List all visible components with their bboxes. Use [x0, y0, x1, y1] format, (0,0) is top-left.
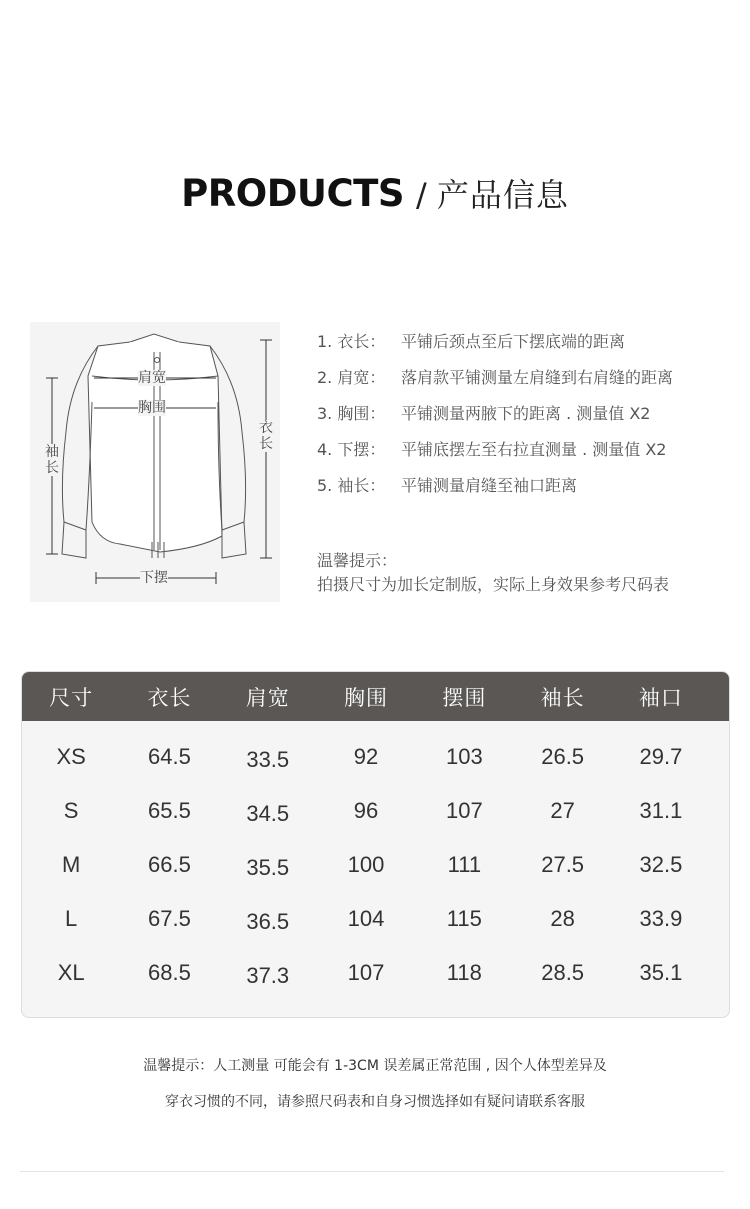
instruction-label: 5. 袖长： [317, 476, 386, 495]
title-separator: / [416, 176, 427, 214]
cell-size: S [63, 798, 79, 823]
footer-note-line-2: 穿衣习惯的不同，请参照尺码表和自身习惯选择如有疑问请联系客服 [165, 1094, 585, 1110]
cell-sleeve: 28 [550, 906, 575, 931]
instruction-label: 1. 衣长： [317, 332, 386, 351]
cell-chest: 107 [347, 960, 385, 985]
diagram-label-length [258, 420, 274, 452]
size-table [21, 671, 730, 1018]
cell-shoulder: 34.5 [246, 801, 290, 826]
measurement-instructions [317, 330, 737, 510]
header-cell: 袖口 [638, 685, 683, 710]
cell-cuff: 35.1 [639, 960, 683, 985]
cell-length: 68.5 [148, 960, 191, 985]
size-table-header [22, 672, 729, 721]
page-title [0, 170, 750, 216]
header-cell: 肩宽 [245, 685, 290, 710]
cell-length: 66.5 [148, 852, 191, 877]
header-cell: 胸围 [344, 685, 389, 710]
cell-hem: 107 [445, 798, 483, 823]
instruction-label: 4. 下摆： [317, 440, 386, 459]
diagram-label-shoulder: 肩宽 [138, 370, 166, 386]
cell-shoulder: 33.5 [246, 747, 290, 772]
cell-shoulder: 35.5 [246, 855, 290, 880]
cell-chest: 96 [353, 798, 379, 823]
cell-size: L [65, 906, 78, 931]
tip-text: 拍摄尺寸为加长定制版，实际上身效果参考尺码表 [317, 575, 670, 594]
length-char-2: 长 [259, 436, 273, 452]
table-row [22, 892, 729, 946]
cell-length: 65.5 [148, 798, 191, 823]
cell-size: XS [56, 744, 86, 769]
title-chinese: 产品信息 [436, 176, 569, 214]
cell-length: 67.5 [148, 906, 191, 931]
instruction-item [317, 330, 737, 366]
header-cell: 尺寸 [49, 685, 94, 710]
cell-shoulder: 36.5 [246, 909, 290, 934]
header-cell: 摆围 [442, 685, 487, 710]
sleeve-char-1: 袖 [45, 444, 59, 460]
instruction-item [317, 438, 737, 474]
cell-hem: 103 [445, 744, 483, 769]
table-row [22, 838, 729, 892]
instruction-text: 平铺测量肩缝至袖口距离 [401, 476, 578, 495]
cell-cuff: 33.9 [639, 906, 683, 931]
cell-shoulder: 37.3 [246, 963, 290, 988]
table-row [22, 730, 729, 784]
cell-size: M [61, 852, 81, 877]
cell-cuff: 32.5 [639, 852, 683, 877]
cell-chest: 100 [347, 852, 385, 877]
size-table-body [22, 721, 729, 1000]
instruction-item [317, 474, 737, 510]
cell-hem: 115 [446, 906, 482, 931]
diagram-label-hem: 下摆 [140, 570, 168, 586]
cell-cuff: 29.7 [639, 744, 683, 769]
cell-chest: 92 [353, 744, 379, 769]
cell-chest: 104 [347, 906, 385, 931]
instruction-item [317, 366, 737, 402]
instruction-label: 3. 胸围： [317, 404, 386, 423]
cell-sleeve: 27 [550, 798, 575, 823]
cell-hem: 111 [447, 852, 482, 877]
instruction-label: 2. 肩宽： [317, 368, 386, 387]
cell-length: 64.5 [148, 744, 191, 769]
footer-note-line-1: 温馨提示：人工测量 可能会有 1-3CM 误差属正常范围 , 因个人体型差异及 [143, 1058, 607, 1074]
header-cell: 衣长 [147, 685, 192, 710]
instruction-text: 平铺后颈点至后下摆底端的距离 [401, 332, 626, 351]
cell-sleeve: 28.5 [541, 960, 585, 985]
title-english: PRODUCTS [181, 172, 405, 215]
cell-size: XL [57, 960, 85, 985]
shirt-measurement-diagram [30, 322, 280, 602]
instruction-text: 落肩款平铺测量左肩缝到右肩缝的距离 [401, 368, 674, 387]
length-char-1: 衣 [259, 420, 273, 436]
tip-heading: 温馨提示： [317, 551, 398, 570]
instruction-text: 平铺底摆左至右拉直测量 . 测量值 X2 [401, 440, 667, 459]
shooting-tip [317, 549, 669, 597]
diagram-label-sleeve [44, 444, 60, 476]
diagram-label-chest: 胸围 [138, 400, 166, 416]
cell-hem: 118 [446, 960, 482, 985]
table-row [22, 946, 729, 1000]
cell-sleeve: 26.5 [541, 744, 585, 769]
cell-cuff: 31.1 [639, 798, 683, 823]
sleeve-char-2: 长 [45, 460, 59, 476]
header-cell: 袖长 [540, 685, 585, 710]
table-row [22, 784, 729, 838]
bottom-divider [20, 1171, 724, 1172]
shirt-illustration [30, 322, 280, 602]
instruction-item [317, 402, 737, 438]
instruction-text: 平铺测量两腋下的距离 . 测量值 X2 [401, 404, 651, 423]
cell-sleeve: 27.5 [541, 852, 585, 877]
